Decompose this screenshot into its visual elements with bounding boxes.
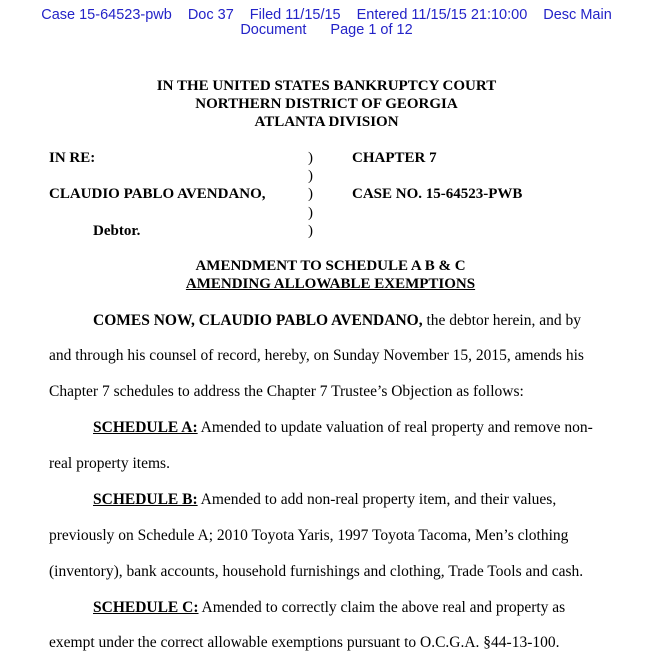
caption-paren: ) bbox=[308, 168, 313, 184]
paragraph-intro-line1 bbox=[93, 312, 581, 330]
schedule-c-line2: exempt under the correct allowable exemptions pursuant to O.C.G.A. §44-13-100. bbox=[49, 634, 560, 651]
in-re-label: IN RE: bbox=[49, 150, 96, 166]
header-document: Document bbox=[240, 22, 307, 38]
caption-paren: ) bbox=[308, 205, 313, 221]
document-subtitle bbox=[0, 275, 653, 293]
intro-rest: the debtor herein, and by bbox=[422, 312, 581, 329]
header-entered: Entered 11/15/15 21:10:00 bbox=[356, 7, 528, 23]
debtor-label: Debtor. bbox=[93, 223, 141, 239]
court-district: NORTHERN DISTRICT OF GEORGIA bbox=[195, 96, 458, 112]
header-page: Page 1 of 12 bbox=[330, 22, 413, 38]
case-number: CASE NO. 15-64523-PWB bbox=[352, 186, 523, 202]
header-desc: Desc Main bbox=[543, 7, 612, 23]
ecf-header-line1 bbox=[0, 8, 653, 23]
schedule-b-text: Amended to add non-real property item, and their values, bbox=[197, 491, 557, 508]
ecf-header-line2 bbox=[0, 23, 653, 38]
court-division: ATLANTA DIVISION bbox=[254, 114, 399, 130]
schedule-b-line1 bbox=[93, 491, 556, 509]
paragraph-intro-line2: and through his counsel of record, hereby, on Sunday November 15, 2015, amends his bbox=[49, 347, 584, 364]
schedule-b-line3: (inventory), bank accounts, household furnishings and clothing, Trade Tools and cash. bbox=[49, 563, 584, 580]
schedule-c-label: SCHEDULE C: bbox=[93, 599, 199, 616]
schedule-b-label: SCHEDULE B: bbox=[93, 491, 198, 508]
schedule-a-line1 bbox=[93, 419, 593, 437]
intro-bold: COMES NOW, CLAUDIO PABLO AVENDANO, bbox=[93, 312, 423, 329]
header-doc: Doc 37 bbox=[187, 7, 234, 23]
schedule-a-text: Amended to update valuation of real property and remove non- bbox=[197, 419, 593, 436]
header-case: Case 15-64523-pwb bbox=[41, 7, 172, 23]
header-filed: Filed 11/15/15 bbox=[249, 7, 341, 23]
paragraph-intro-line3: Chapter 7 schedules to address the Chapter 7 Trustee’s Objection as follows: bbox=[49, 383, 524, 400]
schedule-a-label: SCHEDULE A: bbox=[93, 419, 198, 436]
caption-paren: ) bbox=[308, 223, 313, 239]
schedule-b-line2: previously on Schedule A; 2010 Toyota Yaris, 1997 Toyota Tacoma, Men’s clothing bbox=[49, 527, 569, 544]
schedule-c-text: Amended to correctly claim the above real and property as bbox=[198, 599, 566, 616]
caption-paren: ) bbox=[308, 150, 313, 166]
schedule-a-line2: real property items. bbox=[49, 455, 170, 472]
document-subtitle-text: AMENDING ALLOWABLE EXEMPTIONS bbox=[185, 276, 476, 292]
caption-paren: ) bbox=[308, 186, 313, 202]
debtor-name: CLAUDIO PABLO AVENDANO, bbox=[49, 186, 266, 202]
document-title: AMENDMENT TO SCHEDULE A B & C bbox=[195, 258, 466, 274]
chapter-label: CHAPTER 7 bbox=[352, 150, 437, 166]
schedule-c-line1 bbox=[93, 599, 565, 617]
court-name: IN THE UNITED STATES BANKRUPTCY COURT bbox=[156, 78, 497, 94]
